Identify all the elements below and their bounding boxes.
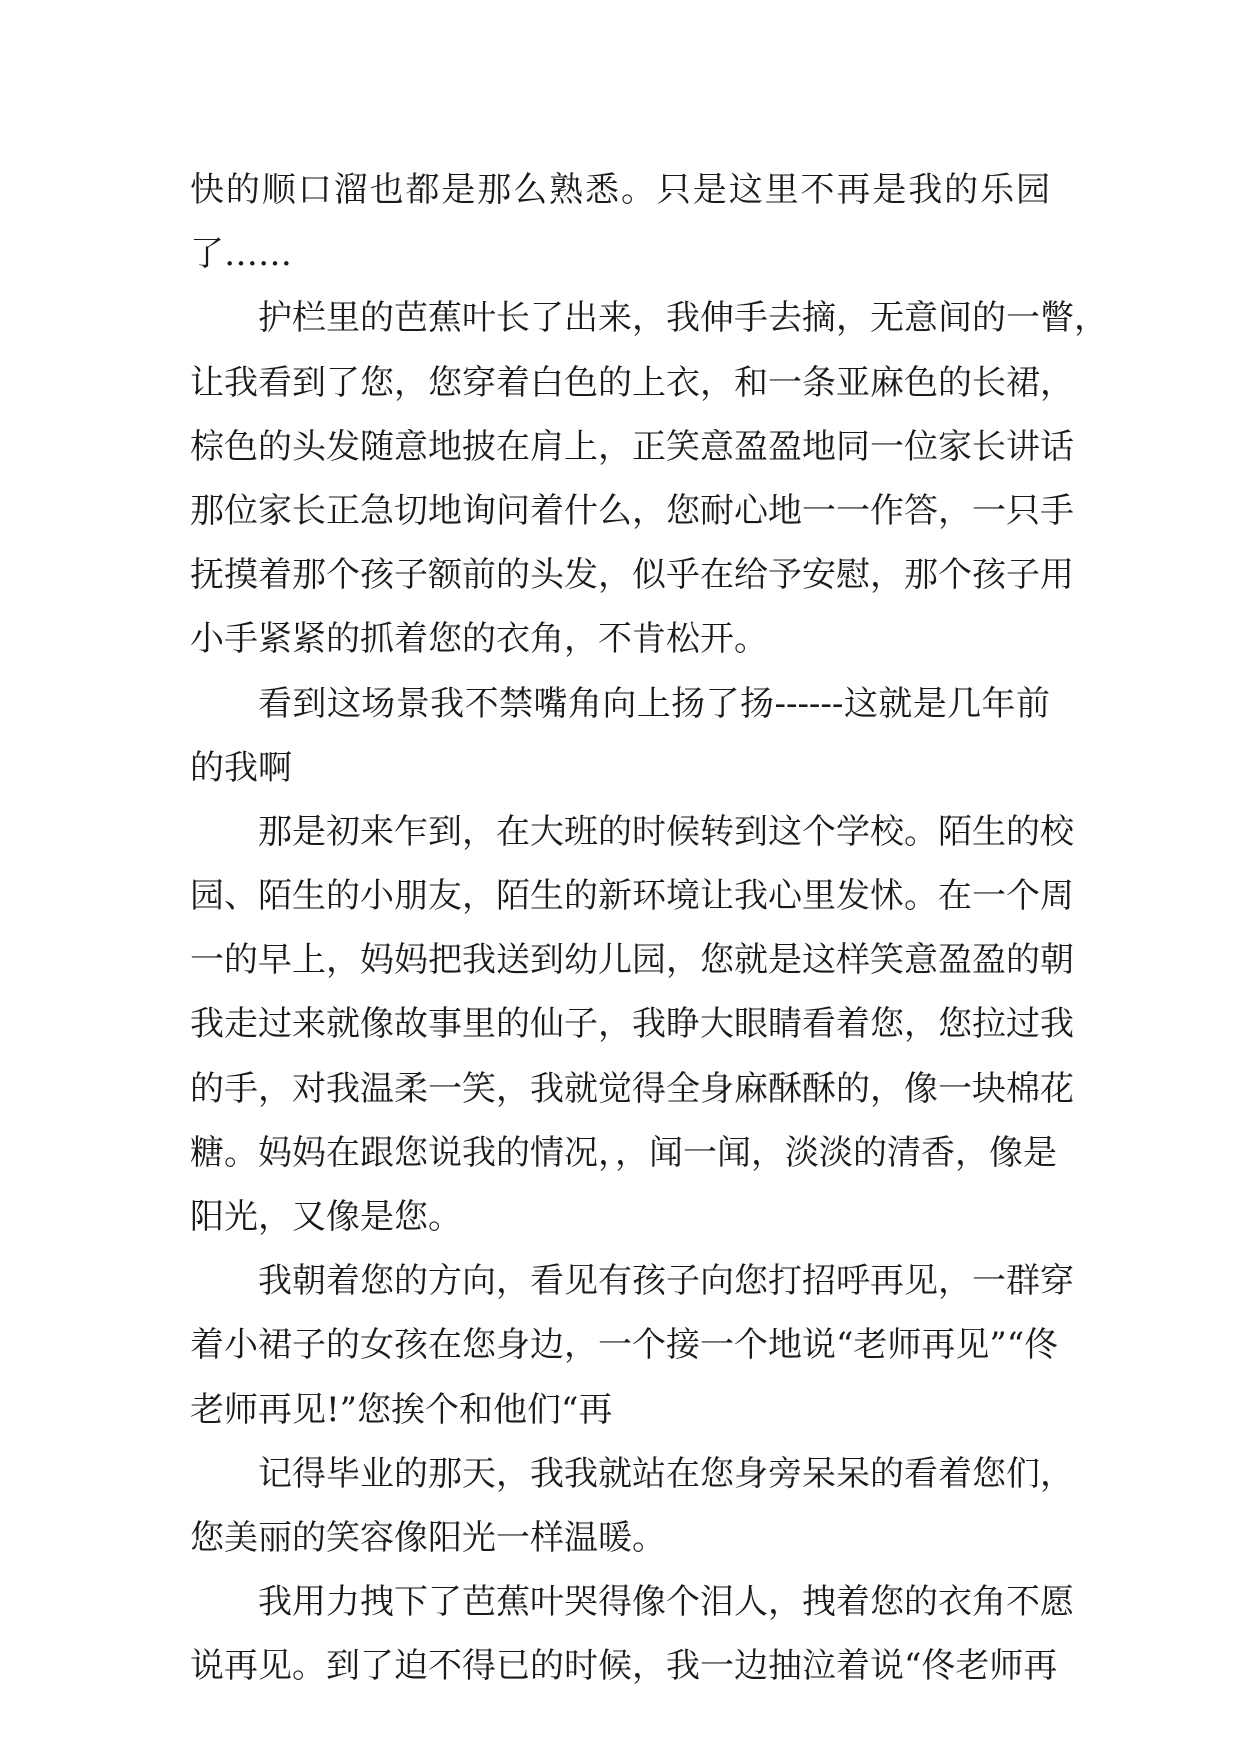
text-line: 了…… (190, 234, 292, 275)
paragraph-first-line: 护栏里的芭蕉叶长了出来，我伸手去摘，无意间的一瞥， (258, 298, 1108, 339)
text-line: 抚摸着那个孩子额前的头发，似乎在给予安慰，那个孩子用 (190, 555, 1074, 596)
text-line: 小手紧紧的抓着您的衣角，不肯松开。 (190, 619, 768, 660)
text-line: 说再见。到了迫不得已的时候，我一边抽泣着说“佟老师再 (190, 1646, 1058, 1687)
text-line: 的我啊 (190, 747, 292, 788)
paragraph-first-line: 那是初来乍到，在大班的时候转到这个学校。陌生的校 (258, 811, 1074, 852)
text-line: 您美丽的笑容像阳光一样温暖。 (190, 1517, 666, 1558)
text-line: 快的顺口溜也都是那么熟悉。只是这里不再是我的乐园 (190, 170, 1050, 210)
paragraph-first-line: 我朝着您的方向，看见有孩子向您打招呼再见，一群穿 (258, 1261, 1074, 1302)
text-line: 那位家长正急切地询问着什么，您耐心地一一作答，一只手 (190, 490, 1074, 531)
text-line: 糖。妈妈在跟您说我的情况，，闻一闻，淡淡的清香，像是 (190, 1132, 1057, 1173)
text-line: 一的早上，妈妈把我送到幼儿园，您就是这样笑意盈盈的朝 (190, 940, 1074, 981)
text-line: 着小裙子的女孩在您身边，一个接一个地说“老师再见”“佟 (190, 1325, 1059, 1366)
text-line: 阳光，又像是您。 (190, 1197, 462, 1237)
paragraph-first-line: 记得毕业的那天，我我就站在您身旁呆呆的看着您们， (258, 1453, 1074, 1494)
document-body (190, 158, 1108, 1699)
text-line: 园、陌生的小朋友，陌生的新环境让我心里发怵。在一个周 (190, 876, 1074, 917)
text-line: 我走过来就像故事里的仙子，我睁大眼睛看着您，您拉过我 (190, 1004, 1074, 1045)
text-line: 让我看到了您，您穿着白色的上衣，和一条亚麻色的长裙， (190, 362, 1074, 403)
text-line: 老师再见!”您挨个和他们“再 (190, 1389, 613, 1430)
text-line: 棕色的头发随意地披在肩上，正笑意盈盈地同一位家长讲话 (190, 426, 1074, 467)
text-line: 的手，对我温柔一笑，我就觉得全身麻酥酥的，像一块棉花 (190, 1068, 1074, 1109)
paragraph-first-line: 我用力拽下了芭蕉叶哭得像个泪人，拽着您的衣角不愿 (258, 1582, 1074, 1623)
paragraph-first-line: 看到这场景我不禁嘴角向上扬了扬------这就是几年前 (258, 683, 1050, 724)
